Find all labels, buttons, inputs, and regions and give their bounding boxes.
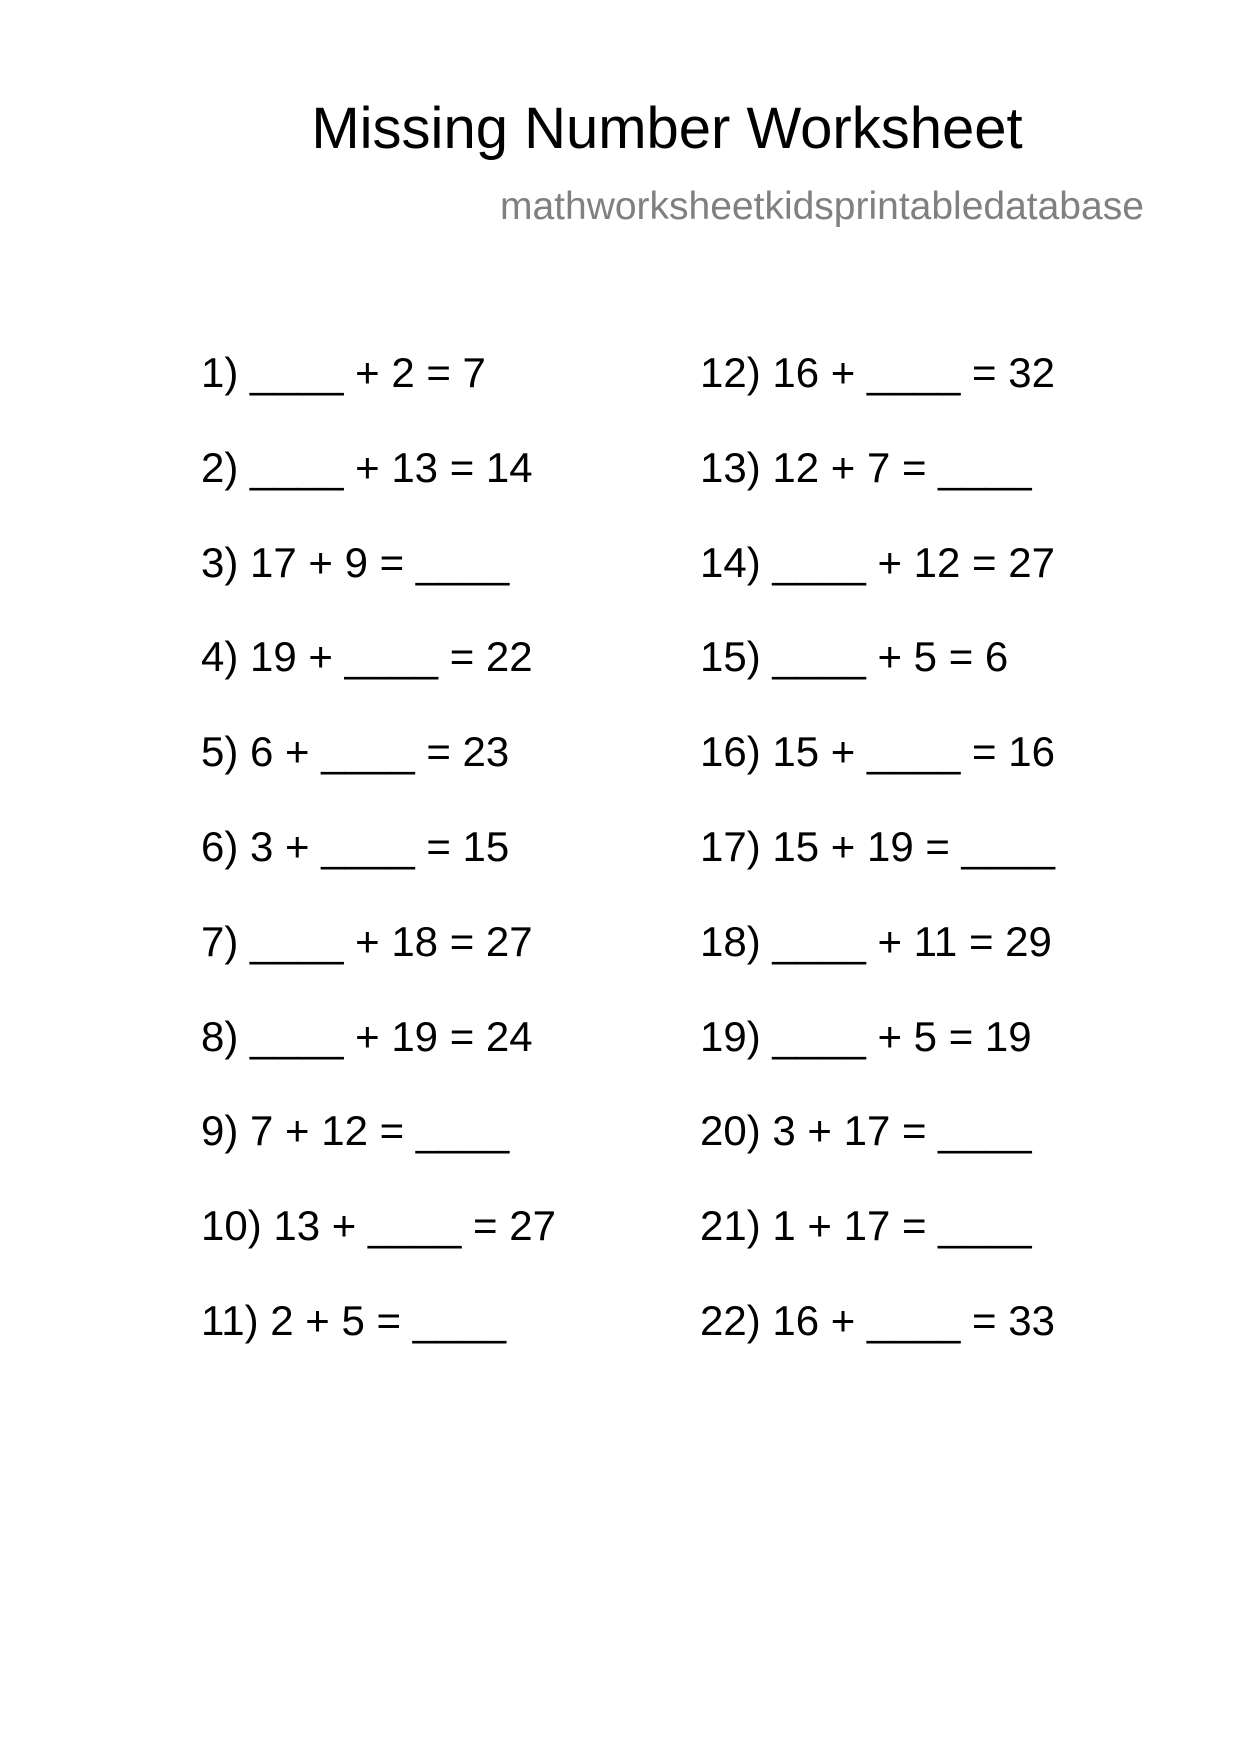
problem: 18) ____ + 11 = 29 [700, 917, 1052, 965]
problem: 2) ____ + 13 = 14 [201, 443, 533, 491]
problem: 1) ____ + 2 = 7 [201, 349, 486, 396]
problem: 13) 12 + 7 = ____ [700, 443, 1032, 491]
worksheet-subtitle: mathworksheetkidsprintabledatabase [500, 185, 1144, 228]
problems-right-column [700, 349, 1055, 1395]
problem: 5) 6 + ____ = 23 [201, 728, 510, 776]
problem: 22) 16 + ____ = 33 [700, 1296, 1055, 1344]
problem: 8) ____ + 19 = 24 [201, 1012, 533, 1060]
problem: 20) 3 + 17 = ____ [700, 1107, 1032, 1155]
problems-left-column [201, 349, 556, 1395]
problem: 3) 17 + 9 = ____ [201, 538, 510, 586]
problem: 7) ____ + 18 = 27 [201, 917, 533, 965]
worksheet-title: Missing Number Worksheet [311, 96, 1023, 161]
problem: 15) ____ + 5 = 6 [700, 633, 1009, 681]
problem: 11) 2 + 5 = ____ [201, 1296, 507, 1344]
problem: 4) 19 + ____ = 22 [201, 633, 533, 681]
problem: 17) 15 + 19 = ____ [700, 822, 1055, 870]
problem: 21) 1 + 17 = ____ [700, 1202, 1032, 1250]
problem: 12) 16 + ____ = 32 [700, 349, 1055, 396]
problem: 10) 13 + ____ = 27 [201, 1202, 556, 1250]
problem: 19) ____ + 5 = 19 [700, 1012, 1032, 1060]
problem: 14) ____ + 12 = 27 [700, 538, 1055, 586]
problem: 6) 3 + ____ = 15 [201, 822, 510, 870]
problem: 9) 7 + 12 = ____ [201, 1107, 510, 1155]
problem: 16) 15 + ____ = 16 [700, 728, 1055, 776]
